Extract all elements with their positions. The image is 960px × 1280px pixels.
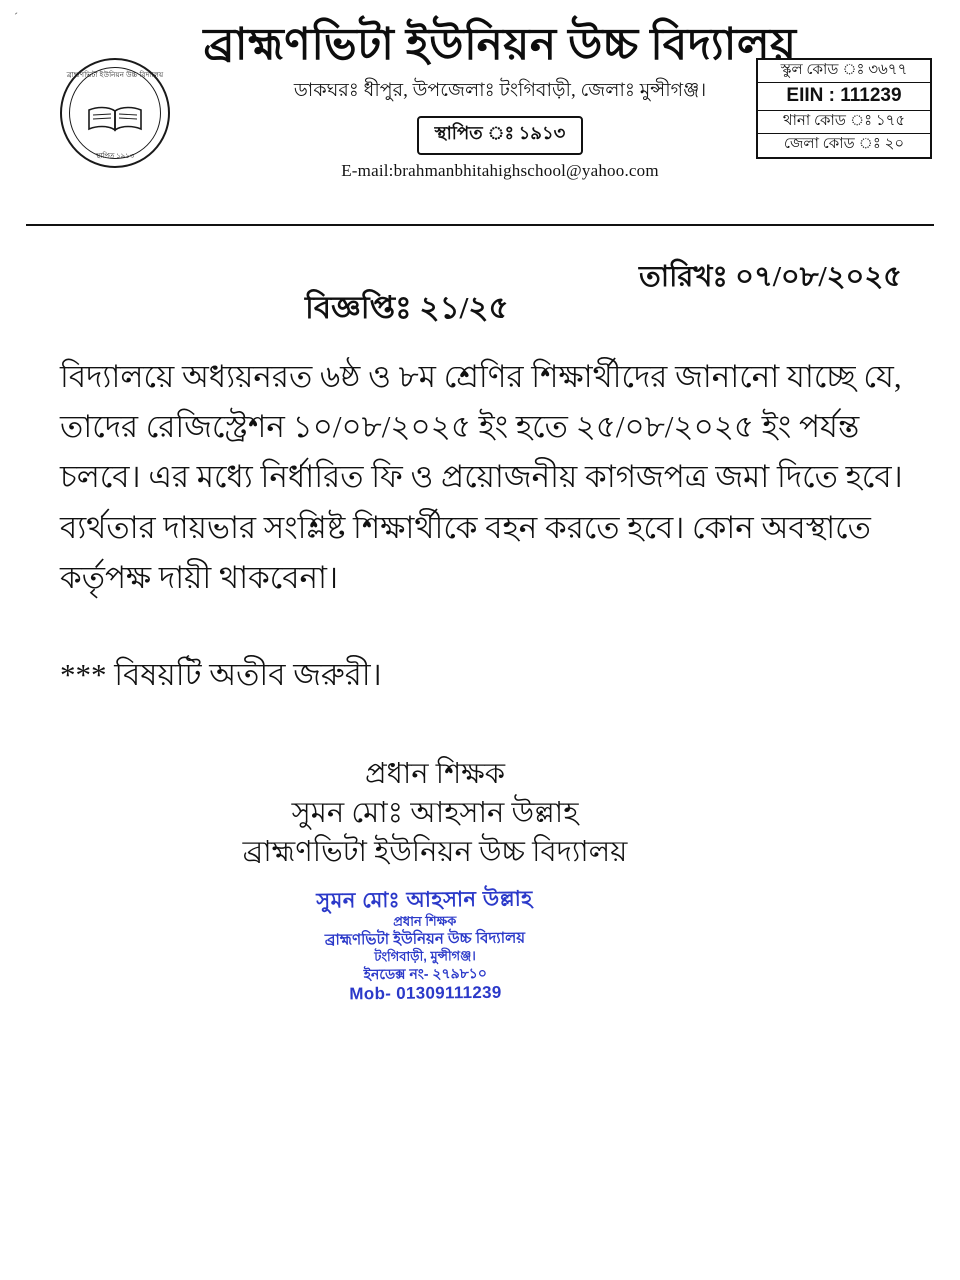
established-badge: স্থাপিত ঃ ১৯১৩ <box>417 116 584 155</box>
school-email: E-mail:brahmanbhitahighschool@yahoo.com <box>341 161 659 181</box>
school-address: ডাকঘরঃ ধীপুর, উপজেলাঃ টংগিবাড়ী, জেলাঃ মুন্সীগঞ্জ। <box>293 80 707 102</box>
signature-designation: প্রধান শিক্ষক <box>364 758 506 791</box>
stamp-designation: প্রধান শিক্ষক <box>393 913 457 929</box>
stamp-index-no: ইনডেক্স নং- ২৭৯৮১০ <box>363 963 487 982</box>
notice-meta <box>40 226 920 325</box>
stamp-mobile: Mob- 01309111239 <box>349 982 502 1003</box>
notice-body: বিদ্যালয়ে অধ্যয়নরত ৬ষ্ঠ ও ৮ম শ্রেণির শিক্ষার্থীদের জানানো যাচ্ছে যে, তাদের রেজিস্ট্রেশন ১০/০৮/২০২৫ ইং হতে ২৫/০৮/২০২৫ ইং পর্যন্ত চলবে। এর মধ্যে নির্ধারিত ফি ও প্রয়োজনীয় কাগজপত্র জমা দিতে হবে। ব্যর্থতার দায়ভার সংশ্লিষ্ট শিক্ষার্থীকে বহন করতে হবে। কোন অবস্থাতে কর্তৃপক্ষ দায়ী থাকবেনা। <box>60 359 903 595</box>
notice-number: বিজ্ঞপ্তিঃ ২১/২৫ <box>305 290 509 325</box>
stamp-location: টংগিবাড়ী, মুন্সীগঞ্জ। <box>374 947 476 964</box>
school-name: ব্রাহ্মণভিটা ইউনিয়ন উচ্চ বিদ্যালয় <box>203 20 797 69</box>
stamp-institution: ব্রাহ্মণভিটা ইউনিয়ন উচ্চ বিদ্যালয় <box>324 928 526 948</box>
thana-code: থানা কোড ঃ ১৭৫ <box>758 111 930 134</box>
stamp-name: সুমন মোঃ আহসান উল্লাহ <box>316 886 533 913</box>
district-code: জেলা কোড ঃ ২০ <box>783 136 905 153</box>
signature-block <box>0 755 960 872</box>
seal-bottom-text: স্থাপিত ১৯১৩ <box>95 152 135 160</box>
signature-name: সুমন মোঃ আহসান উল্লাহ <box>291 797 579 830</box>
official-stamp <box>0 881 960 1007</box>
corner-mark-icon: ´ <box>14 10 18 24</box>
school-code: স্কুল কোড ঃ ৩৬৭৭ <box>758 60 930 83</box>
letterhead <box>0 0 960 214</box>
open-book-icon <box>86 106 144 132</box>
eiin-code: EIIN : 111239 <box>758 83 930 111</box>
school-seal-logo <box>60 58 172 170</box>
seal-top-text: ব্রাহ্মণভিটা ইউনিয়ন উচ্চ বিদ্যালয় <box>66 71 164 79</box>
signature-institution: ব্রাহ্মণভিটা ইউনিয়ন উচ্চ বিদ্যালয় <box>242 836 628 869</box>
institution-code-box <box>756 58 932 159</box>
notice-date: তারিখঃ ০৭/০৮/২০২৫ <box>638 261 902 293</box>
urgent-note: *** বিষয়টি অতীব জরুরী। <box>60 657 382 693</box>
